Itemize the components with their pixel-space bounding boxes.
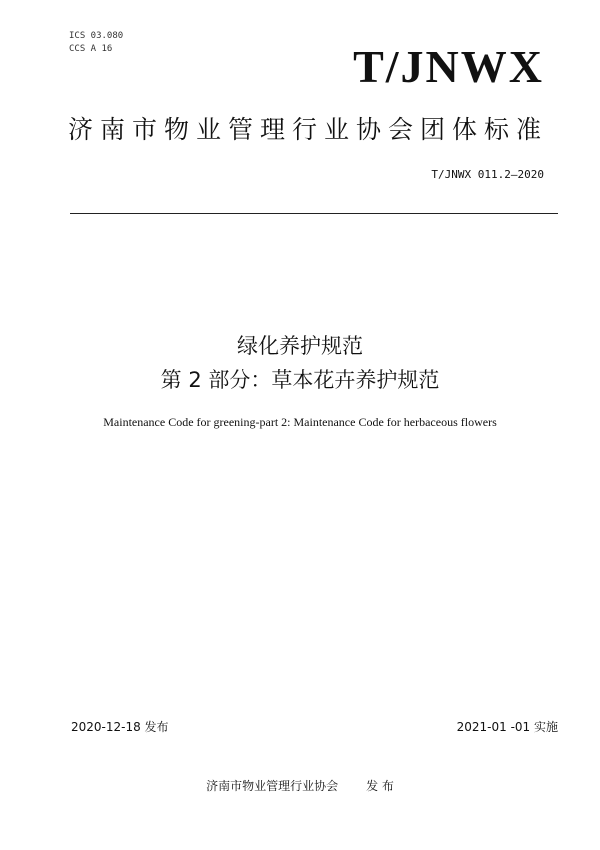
publisher-name: 济南市物业管理行业协会 [206, 779, 339, 793]
standard-logo: T/JNWX [353, 41, 544, 92]
issue-date: 2020-12-18 发布 [71, 720, 169, 734]
ics-code: ICS 03.080 [69, 31, 124, 41]
standard-number: T/JNWX 011.2—2020 [431, 168, 544, 181]
implementation-date: 2021-01 -01 实施 [456, 720, 558, 734]
ccs-code: CCS A 16 [69, 44, 113, 54]
publisher-action: 发 布 [366, 779, 394, 793]
publisher-line [0, 777, 600, 794]
organization-title: 济南市物业管理行业协会团体标准 [67, 115, 548, 144]
document-title-english: Maintenance Code for greening-part 2: Maintenance Code for herbaceous flowers [103, 415, 497, 429]
document-title-line2: 第 2 部分：草本花卉养护规范 [160, 368, 440, 392]
header-divider [70, 213, 558, 214]
classification-codes [69, 30, 123, 56]
document-title-line1: 绿化养护规范 [237, 334, 363, 358]
